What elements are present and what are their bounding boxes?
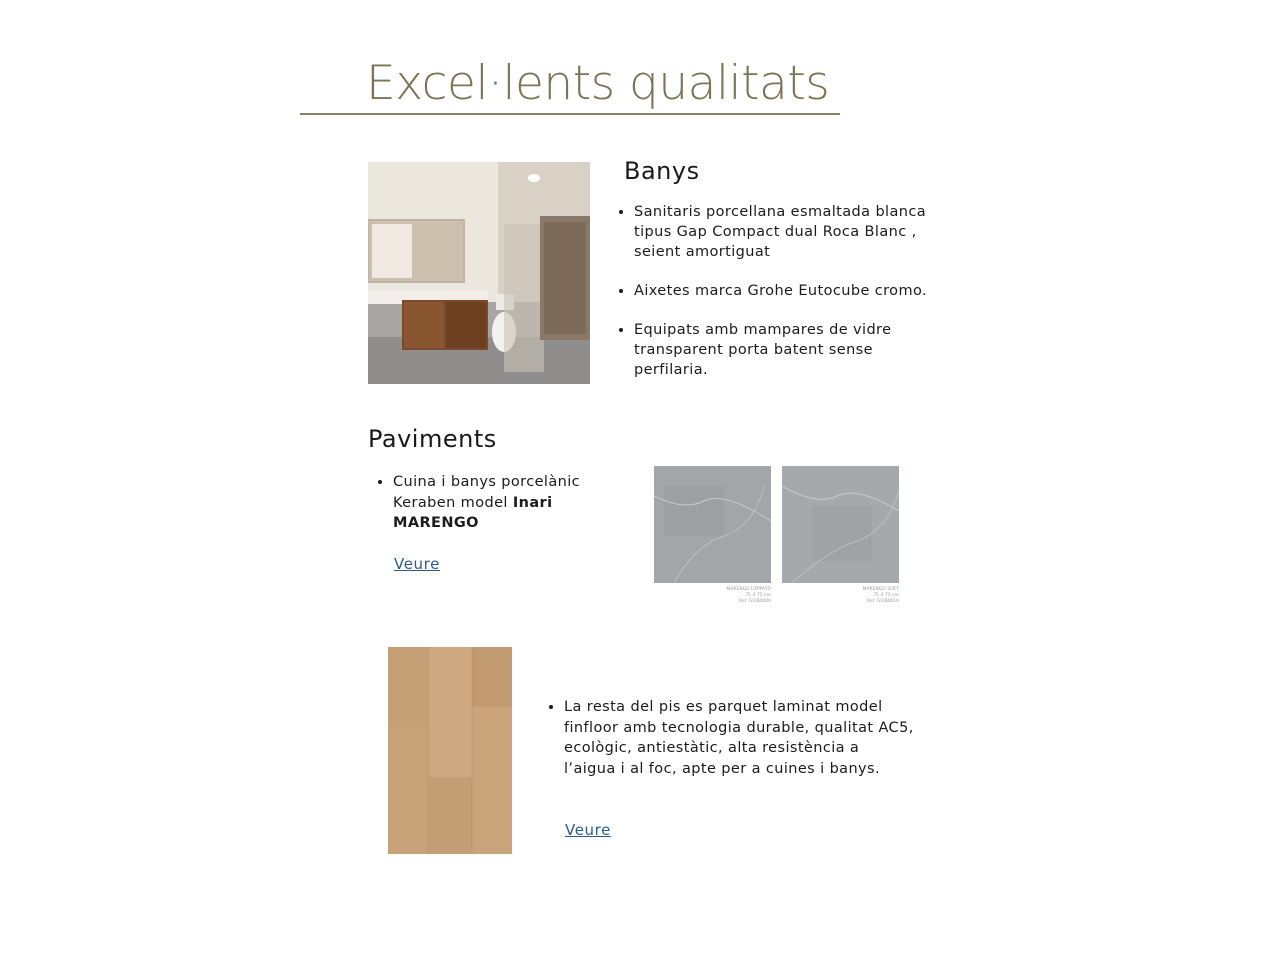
title-underline: [300, 113, 840, 115]
list-item: • Sanitaris porcellana esmaltada blanca tipus Gap Compact dual Roca Blanc , seient amortiguat: [634, 202, 944, 262]
banys-heading: Banys: [624, 157, 700, 185]
paviments-model: Inari MARENGO: [393, 494, 553, 531]
list-item: • Equipats amb mampares de vidre transparent porta batent sense perfilaria.: [634, 320, 944, 380]
list-item: • La resta del pis es parquet laminat model finfloor amb tecnologia durable, qualitat AC5, ecològic, antiestàtic, alta resistència a l’aigua i al foc, apte per a cuines i banys.: [564, 697, 914, 779]
list-item: • Aixetes marca Grohe Eutocube cromo.: [634, 281, 944, 301]
paviments-list: [377, 472, 613, 553]
list-item: [393, 472, 613, 534]
tile-caption-soft: MARENGO SOFT 75 X 75 cm Ref. GI1B0010: [862, 587, 899, 604]
tile-swatch-lappato: [654, 466, 771, 583]
tile-swatch-soft: [782, 466, 899, 583]
paviments-heading: Paviments: [368, 425, 497, 453]
parquet-veure-link[interactable]: Veure: [565, 821, 611, 839]
tile-caption-lappato: MARENGO LAPPATO 75 X 75 cm Ref. GI1B0000: [726, 587, 771, 604]
paviments-veure-link[interactable]: Veure: [394, 555, 440, 573]
bathroom-photo: [368, 162, 590, 384]
paviments-bullet-text: Cuina i banys porcelànic Keraben model: [393, 474, 581, 511]
page-title: Excel·lents qualitats: [366, 56, 830, 111]
banys-list: [618, 202, 944, 399]
parquet-list: [548, 697, 914, 798]
parquet-photo: [388, 647, 512, 854]
